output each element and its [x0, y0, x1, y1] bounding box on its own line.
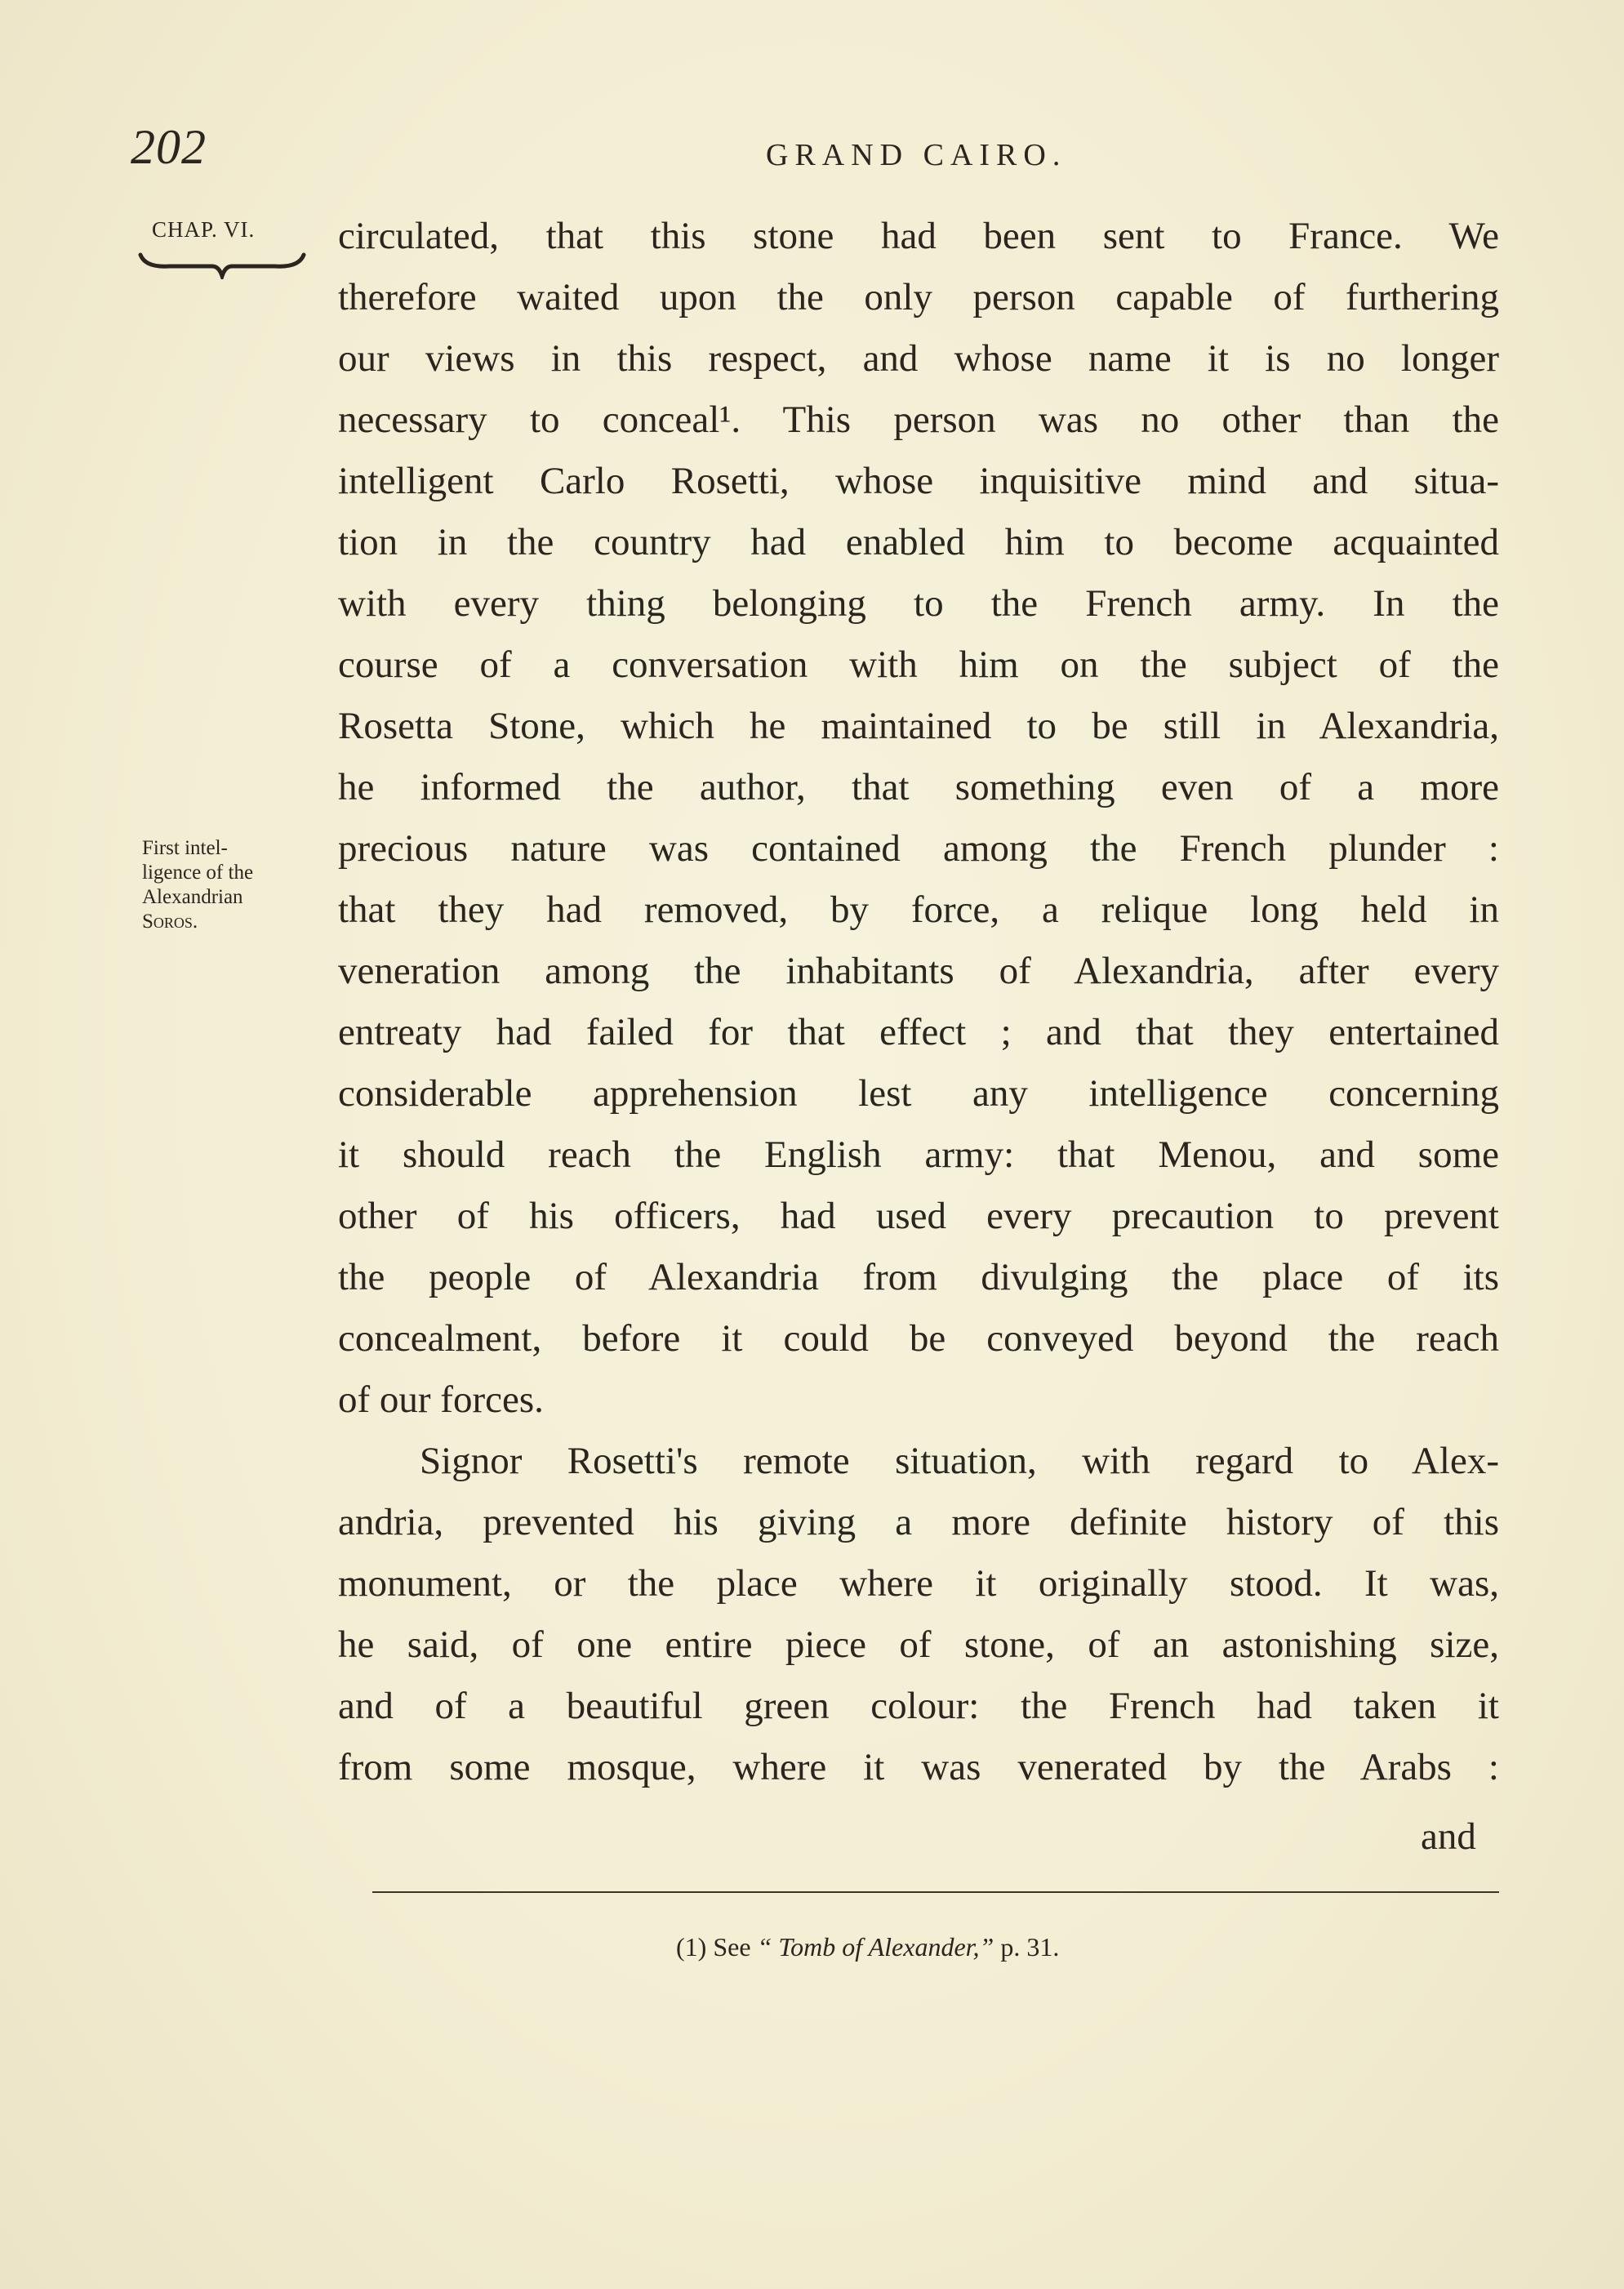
marginal-note-line: Alexandrian: [142, 886, 243, 908]
marginal-note: [142, 836, 322, 934]
text-line: the people of Alexandria from divulging the place of its: [338, 1256, 1499, 1298]
text-line: from some mosque, where it was venerated by the Arabs :: [338, 1746, 1499, 1788]
footnote-rule: [372, 1891, 1499, 1893]
marginal-note-line: First intel-: [142, 837, 228, 859]
text-line: Rosetta Stone, which he maintained to be still in Alexandria,: [338, 705, 1499, 747]
text-line: and of a beautiful green colour: the French had taken it: [338, 1685, 1499, 1727]
text-line: andria, prevented his giving a more definite history of this: [338, 1501, 1499, 1543]
marginal-note-line: ligence of the: [142, 862, 254, 884]
text-line: entreaty had failed for that effect ; and that they entertained: [338, 1011, 1499, 1053]
text-line: Signor Rosetti's remote situation, with regard to Alex-: [420, 1440, 1499, 1482]
footnote-number: (1): [676, 1932, 707, 1962]
text-line: circulated, that this stone had been sent to France. We: [338, 215, 1499, 257]
text-line: with every thing belonging to the French army. In the: [338, 582, 1499, 625]
text-line: tion in the country had enabled him to become acquainted: [338, 521, 1499, 563]
text-line: concealment, before it could be conveyed beyond the reach: [338, 1317, 1499, 1360]
text-line: of our forces.: [338, 1378, 544, 1421]
marginal-note-line: Soros.: [142, 911, 198, 933]
page-number: 202: [131, 120, 207, 174]
text-line: veneration among the inhabitants of Alexandria, after every: [338, 950, 1499, 992]
body-text: [338, 206, 1499, 1798]
running-title: GRAND CAIRO.: [766, 138, 1067, 172]
chapter-label: CHAP. VI.: [152, 217, 256, 242]
text-line: it should reach the English army: that Menou, and some: [338, 1133, 1499, 1176]
text-line: other of his officers, had used every precaution to prevent: [338, 1195, 1499, 1237]
chapter-brace-ornament: [137, 247, 307, 279]
footnote: [676, 1932, 1059, 1962]
text-line: intelligent Carlo Rosetti, whose inquisitive mind and situa-: [338, 460, 1499, 502]
text-line: he said, of one entire piece of stone, of an astonishing size,: [338, 1623, 1499, 1666]
text-line: that they had removed, by force, a relique long held in: [338, 888, 1499, 931]
text-line: course of a conversation with him on the subject of the: [338, 644, 1499, 686]
footnote-title: “ Tomb of Alexander,”: [757, 1932, 994, 1962]
text-line: necessary to conceal¹. This person was no other than the: [338, 399, 1499, 441]
text-line: he informed the author, that something even of a more: [338, 766, 1499, 808]
text-line: precious nature was contained among the French plunder :: [338, 827, 1499, 870]
text-line: therefore waited upon the only person capable of furthering: [338, 276, 1499, 318]
footnote-see: See: [713, 1932, 751, 1962]
text-line: considerable apprehension lest any intelligence concerning: [338, 1072, 1499, 1115]
catchword: and: [1421, 1815, 1476, 1858]
text-line: monument, or the place where it originally stood. It was,: [338, 1562, 1499, 1605]
footnote-page: p. 31.: [1000, 1932, 1060, 1962]
text-line: our views in this respect, and whose name it is no longer: [338, 337, 1499, 380]
